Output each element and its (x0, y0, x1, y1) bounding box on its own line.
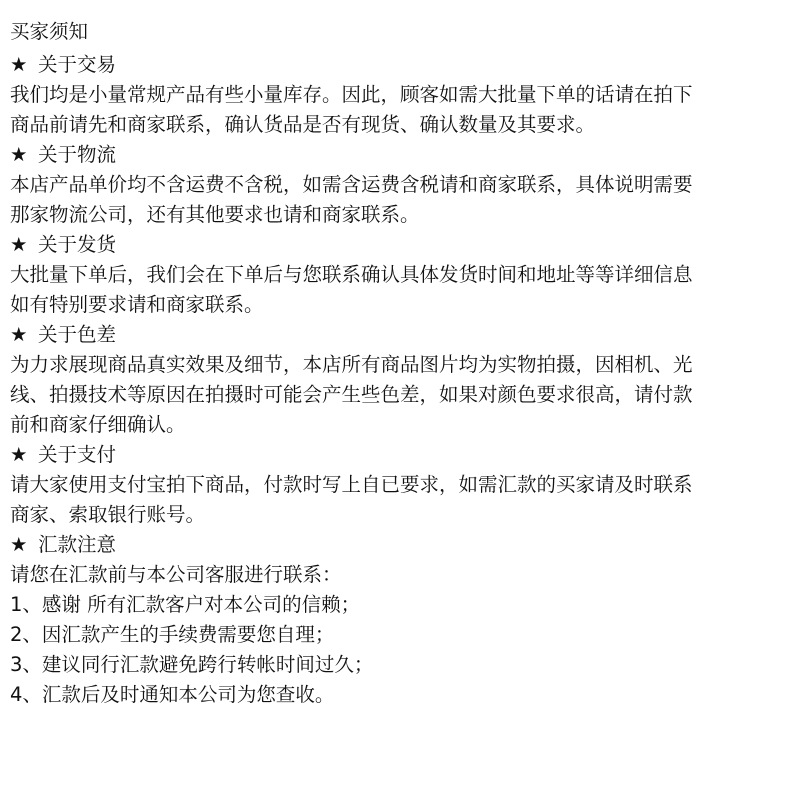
star-icon: ★ (10, 323, 28, 346)
section-heading-remittance (10, 530, 795, 560)
section-text-line: 大批量下单后，我们会在下单后与您联系确认具体发货时间和地址等等详细信息 (10, 263, 693, 286)
buyer-notice-document (10, 20, 795, 710)
section-text-line: 前和商家仔细确认。 (10, 413, 186, 436)
section-color-difference (10, 320, 795, 440)
list-item: 2、因汇款产生的手续费需要您自理； (10, 623, 335, 646)
section-text-line: 请您在汇款前与本公司客服进行联系： (10, 563, 342, 586)
star-icon: ★ (10, 443, 28, 466)
section-heading-trade (10, 50, 795, 80)
section-shipping (10, 230, 795, 320)
list-item: 3、建议同行汇款避免跨行转帐时间过久； (10, 653, 374, 676)
list-item: 1、感谢 所有汇款客户对本公司的信赖； (10, 593, 361, 616)
section-heading-shipping (10, 230, 795, 260)
document-title: 买家须知 (10, 20, 89, 43)
section-text-line: 商家、索取银行账号。 (10, 503, 206, 526)
section-text-line: 为力求展现商品真实效果及细节，本店所有商品图片均为实物拍摄，因相机、光 (10, 353, 693, 376)
heading-text: 关于色差 (38, 323, 117, 346)
heading-text: 汇款注意 (38, 533, 117, 556)
heading-text: 关于交易 (38, 53, 117, 76)
star-icon: ★ (10, 533, 28, 556)
heading-text: 关于物流 (38, 143, 117, 166)
star-icon: ★ (10, 53, 28, 76)
section-text-line: 请大家使用支付宝拍下商品，付款时写上自已要求，如需汇款的买家请及时联系 (10, 473, 693, 496)
section-heading-color-difference (10, 320, 795, 350)
section-heading-logistics (10, 140, 795, 170)
star-icon: ★ (10, 143, 28, 166)
section-trade (10, 50, 795, 140)
section-text-line: 线、拍摄技术等原因在拍摄时可能会产生些色差，如果对颜色要求很高，请付款 (10, 383, 693, 406)
section-text-line: 商品前请先和商家联系，确认货品是否有现货、确认数量及其要求。 (10, 113, 596, 136)
section-text-line: 我们均是小量常规产品有些小量库存。因此，顾客如需大批量下单的话请在拍下 (10, 83, 693, 106)
section-logistics (10, 140, 795, 230)
section-remittance (10, 530, 795, 710)
section-heading-payment (10, 440, 795, 470)
section-text-line: 那家物流公司，还有其他要求也请和商家联系。 (10, 203, 420, 226)
section-payment (10, 440, 795, 530)
star-icon: ★ (10, 233, 28, 256)
heading-text: 关于支付 (38, 443, 117, 466)
section-text-line: 如有特别要求请和商家联系。 (10, 293, 264, 316)
section-text-line: 本店产品单价均不含运费不含税，如需含运费含税请和商家联系，具体说明需要 (10, 173, 693, 196)
heading-text: 关于发货 (38, 233, 117, 256)
list-item: 4、汇款后及时通知本公司为您查收。 (10, 683, 335, 706)
